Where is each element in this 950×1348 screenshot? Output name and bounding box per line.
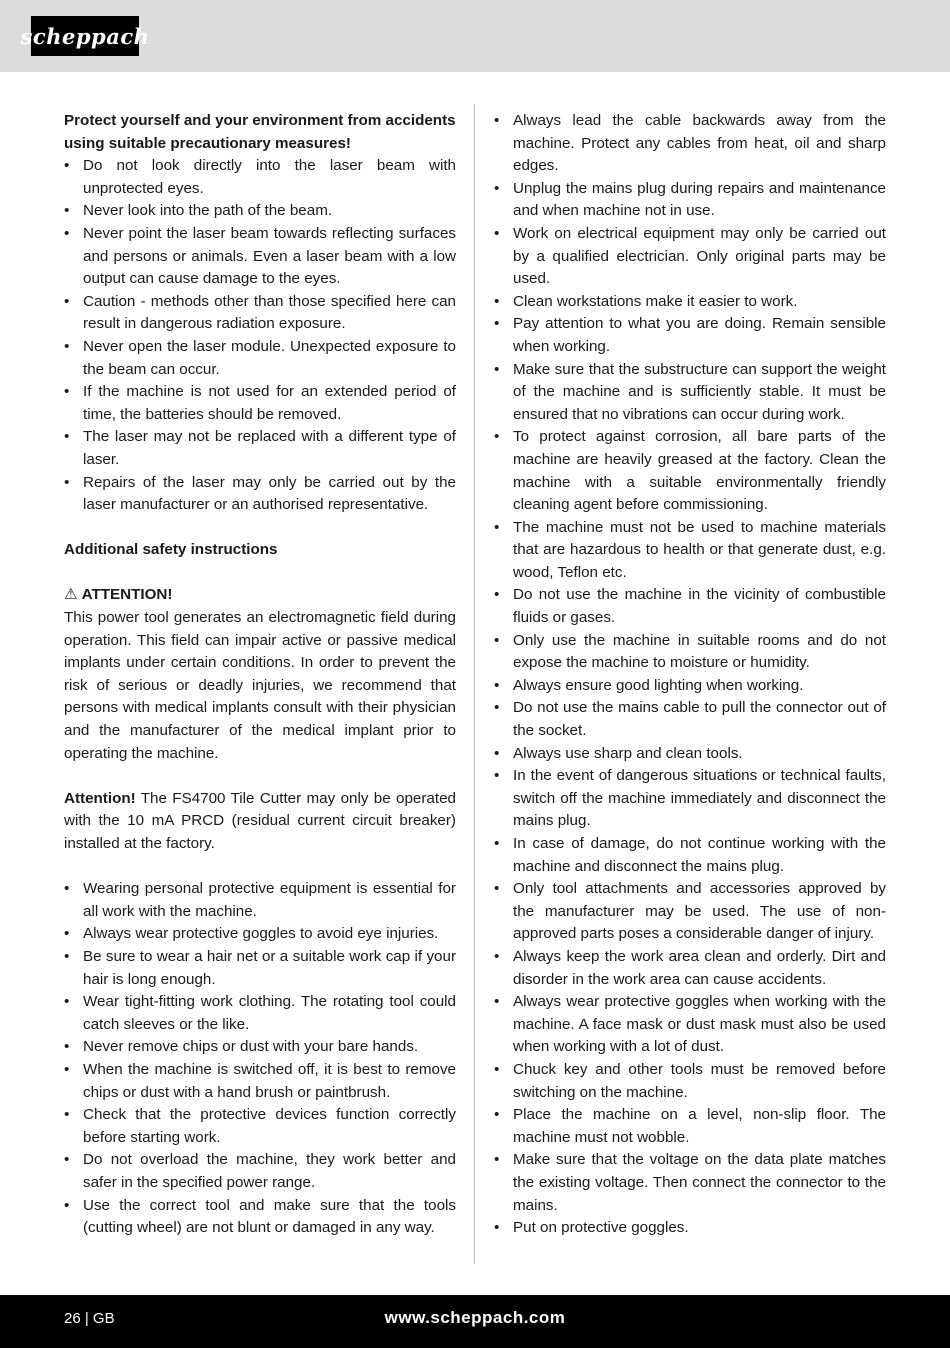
list-item: • Wear tight-fitting work clothing. The rotating tool could catch sleeves or the like. <box>64 991 456 1036</box>
attention-heading-text: ATTENTION! <box>81 586 173 604</box>
list-item: • Never open the laser module. Unexpected exposure to the beam can occur. <box>64 336 456 381</box>
list-item: • When the machine is switched off, it is best to remove chips or dust with a hand brush or paintbrush. <box>64 1059 456 1104</box>
list-item: • Use the correct tool and make sure that the tools (cutting wheel) are not blunt or damaged in any way. <box>64 1195 456 1240</box>
list-item: • Do not use the machine in the vicinity of combustible fluids or gases. <box>494 584 886 629</box>
list-item: • Always wear protective goggles to avoid eye injuries. <box>64 923 456 946</box>
website-url: www.scheppach.com <box>384 1308 566 1327</box>
list-item: • Place the machine on a level, non-slip floor. The machine must not wobble. <box>494 1104 886 1149</box>
list-item: • Do not use the mains cable to pull the connector out of the socket. <box>494 697 886 742</box>
list-item: • Clean workstations make it easier to work. <box>494 291 886 314</box>
laser-safety-list <box>64 155 456 517</box>
prcd-label: Attention! <box>64 789 136 807</box>
list-item: • Repairs of the laser may only be carried out by the laser manufacturer or an authorised representative. <box>64 472 456 517</box>
brand-logo: scheppach <box>31 16 139 56</box>
list-item: • Always wear protective goggles when working with the machine. A face mask or dust mask must also be used when working with a lot of dust. <box>494 991 886 1059</box>
list-item: • Never point the laser beam towards reflecting surfaces and persons or animals. Even a laser beam with a low output can cause damage to the eyes. <box>64 223 456 291</box>
list-item: • Only tool attachments and accessories approved by the manufacturer may be used. The use of non-approved parts poses a considerable danger of injury. <box>494 878 886 946</box>
list-item: • In the event of dangerous situations or technical faults, switch off the machine immediately and disconnect the mains plug. <box>494 765 886 833</box>
general-safety-list <box>494 110 886 1240</box>
column-divider <box>474 104 475 1264</box>
list-item: • Put on protective goggles. <box>494 1217 886 1240</box>
prcd-text: The FS4700 Tile Cutter may only be operated with the 10 mA PRCD (residual current circuit breaker) installed at the factory. <box>64 789 456 852</box>
page-number: 26 | GB <box>64 1310 115 1327</box>
list-item: • Always keep the work area clean and orderly. Dirt and disorder in the work area can cause accidents. <box>494 946 886 991</box>
list-item: • Only use the machine in suitable rooms and do not expose the machine to moisture or humidity. <box>494 630 886 675</box>
emf-warning-text: This power tool generates an electromagnetic field during operation. This field can impair active or passive medical implants under certain conditions. In order to prevent the risk of serious or deadly injuries, we recommend that persons with medical implants consult with their physician and the manufacturer of the medical implant prior to operating the machine. <box>64 609 456 762</box>
laser-safety-heading: Protect yourself and your environment from accidents using suitable precautionary measures! <box>64 112 456 152</box>
right-column <box>494 110 886 1240</box>
list-item: • Pay attention to what you are doing. Remain sensible when working. <box>494 313 886 358</box>
list-item: • Never look into the path of the beam. <box>64 200 456 223</box>
additional-safety-heading: Additional safety instructions <box>64 541 278 559</box>
list-item: • Check that the protective devices function correctly before starting work. <box>64 1104 456 1149</box>
list-item: • Always lead the cable backwards away from the machine. Protect any cables from heat, oil and sharp edges. <box>494 110 886 178</box>
list-item: • To protect against corrosion, all bare parts of the machine are heavily greased at the factory. Clean the machine with a suitable environmentally friendly cleaning agent before commissioning. <box>494 426 886 516</box>
list-item: • Always ensure good lighting when working. <box>494 675 886 698</box>
prcd-notice <box>64 788 456 856</box>
left-column <box>64 110 456 1240</box>
list-item: • Always use sharp and clean tools. <box>494 743 886 766</box>
page-header <box>0 0 950 72</box>
list-item: • Chuck key and other tools must be removed before switching on the machine. <box>494 1059 886 1104</box>
ppe-list <box>64 878 456 1240</box>
list-item: • Make sure that the substructure can support the weight of the machine and is sufficiently stable. It must be ensured that no vibrations can occur during work. <box>494 359 886 427</box>
list-item: • Be sure to wear a hair net or a suitable work cap if your hair is long enough. <box>64 946 456 991</box>
list-item: • Unplug the mains plug during repairs and maintenance and when machine not in use. <box>494 178 886 223</box>
list-item: • If the machine is not used for an extended period of time, the batteries should be removed. <box>64 381 456 426</box>
list-item: • Do not overload the machine, they work better and safer in the specified power range. <box>64 1149 456 1194</box>
attention-heading <box>64 584 456 607</box>
list-item: • Wearing personal protective equipment is essential for all work with the machine. <box>64 878 456 923</box>
page-footer <box>0 1295 950 1348</box>
list-item: • The machine must not be used to machine materials that are hazardous to health or that generate dust, e.g. wood, Teflon etc. <box>494 517 886 585</box>
list-item: • Work on electrical equipment may only be carried out by a qualified electrician. Only original parts may be used. <box>494 223 886 291</box>
warning-triangle-icon: ⚠ <box>64 586 78 604</box>
list-item: • Never remove chips or dust with your bare hands. <box>64 1036 456 1059</box>
list-item: • Caution - methods other than those specified here can result in dangerous radiation exposure. <box>64 291 456 336</box>
list-item: • Do not look directly into the laser beam with unprotected eyes. <box>64 155 456 200</box>
list-item: • In case of damage, do not continue working with the machine and disconnect the mains plug. <box>494 833 886 878</box>
list-item: • Make sure that the voltage on the data plate matches the existing voltage. Then connect the connector to the mains. <box>494 1149 886 1217</box>
list-item: • The laser may not be replaced with a different type of laser. <box>64 426 456 471</box>
